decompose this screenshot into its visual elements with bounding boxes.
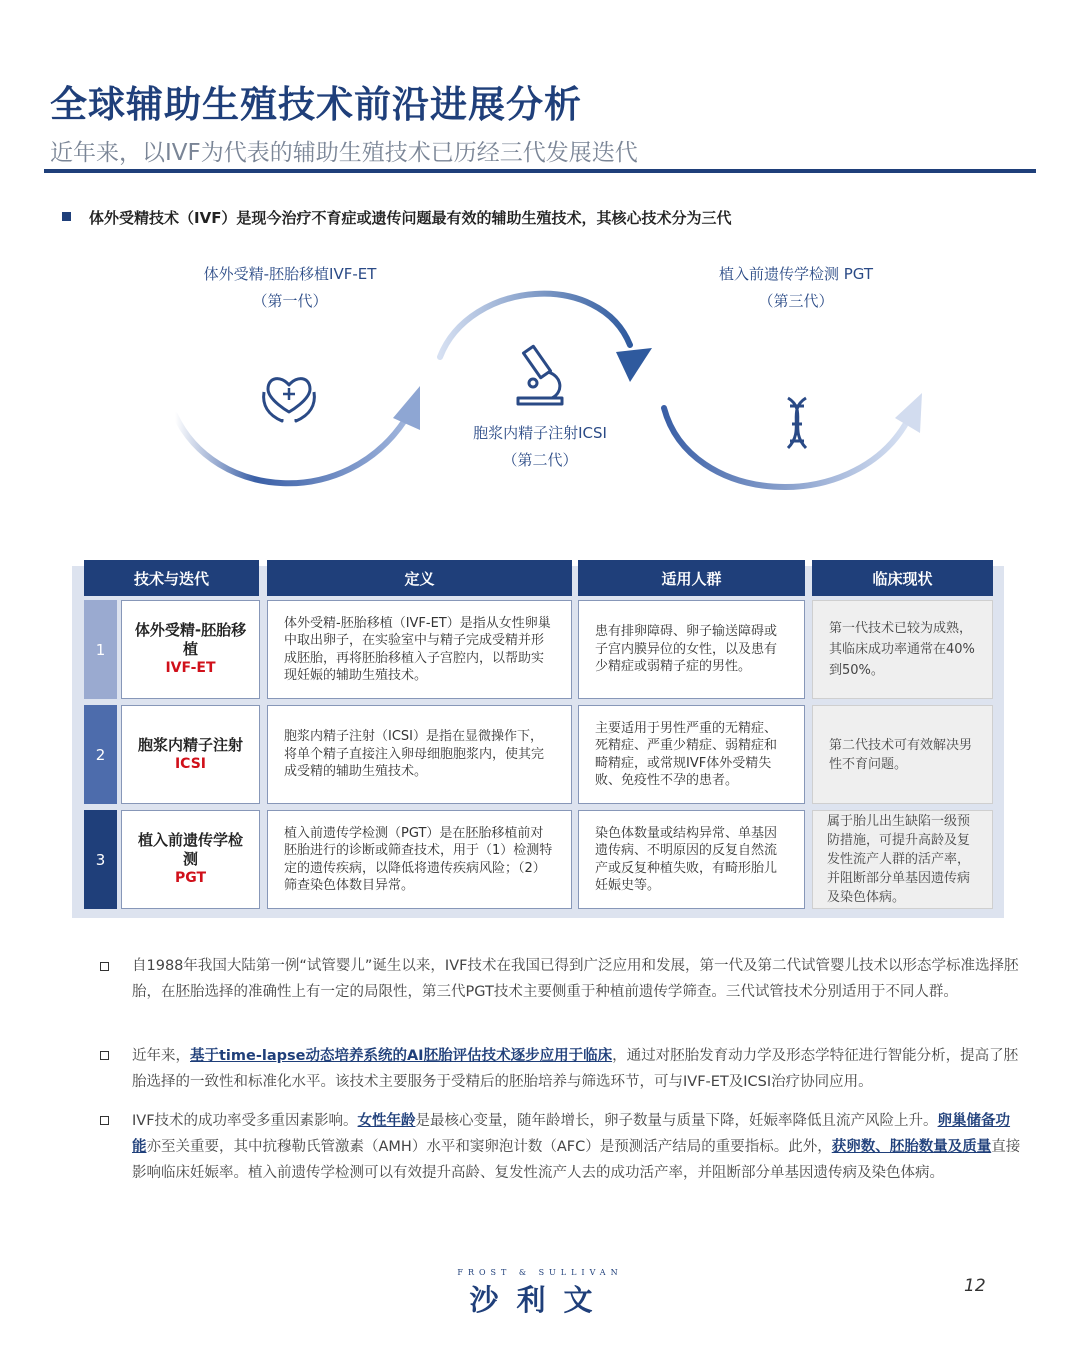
table-cell-population: 主要适用于男性严重的无精症、死精症、严重少精症、弱精症和畸精症，或常规IVF体外受精失败、免疫性不孕的患者。 [578,705,805,804]
gen2-name: 胞浆内精子注射ICSI [473,424,607,442]
table-header-population: 适用人群 [578,560,805,596]
page-number: 12 [964,1276,986,1296]
row-number: 1 [84,600,117,699]
microscope-icon [518,346,562,404]
table-cell-population: 患有排卵障碍、卵子输送障碍或子宫内膜异位的女性，以及患有少精症或弱精子症的男性。 [578,600,805,699]
note-3 [132,1108,1024,1186]
tech-name: 体外受精-胚胎移植 [134,621,247,658]
gen2-label [440,420,640,474]
gen1-gen: （第一代） [252,292,328,310]
note-checkbox-icon [100,1116,109,1125]
intro-text: 体外受精技术（IVF）是现今治疗不育症或遗传问题最有效的辅助生殖技术，其核心技术分为三代 [89,209,732,227]
gen3-name: 植入前遗传学检测 PGT [718,265,874,283]
arc-gen2-arrowhead [616,348,652,382]
note-text: IVF技术的成功率受多重因素影响。 [132,1113,358,1129]
arc-gen3 [664,408,905,487]
note-checkbox-icon [100,1051,109,1060]
gen1-label [170,261,410,315]
note-highlight: 卵巢储备功能 [132,1113,1011,1155]
arc-gen3-arrowhead [895,393,922,433]
note-highlight: 女性年龄 [357,1113,416,1129]
note-highlight: 基于time-lapse动态培养系统的AI胚胎评估技术逐步应用于临床 [190,1048,613,1064]
table-header-status: 临床现状 [812,560,993,596]
table-cell-tech [121,810,260,909]
note-text: 近年来， [132,1048,190,1064]
note-highlight: 获卵数、胚胎数量及质量 [831,1139,992,1155]
note-2 [132,1043,1024,1095]
note-text: 自1988年我国大陆第一例“试管婴儿”诞生以来，IVF技术在我国已得到广泛应用和发展，第一代及第二代试管婴儿技术以形态学标准选择胚胎，在胚胎选择的准确性上有一定的局限性，第三代PGT技术主要侧重于种植前遗传学筛查。三代试管技术分别适用于不同人群。 [132,958,1019,1000]
tech-name: 植入前遗传学检测 [137,831,243,868]
table-header-tech: 技术与迭代 [84,560,259,596]
row-number: 3 [84,810,117,909]
heart-hands-icon [264,379,315,421]
note-text: ，通过对胚胎发育动力学及形态学特征进行智能分析，提高了胚胎选择的一致性和标准化水平。该技术主要服务于受精后的胚胎培养与筛选环节，可与IVF-ET及ICSI治疗协同应用。 [132,1048,1019,1090]
page-title: 全球辅助生殖技术前沿进展分析 [50,83,582,126]
table-cell-population: 染色体数量或结构异常、单基因遗传病、不明原因的反复自然流产或反复种植失败，有畸形胎儿妊娠史等。 [578,810,805,909]
tech-abbr: IVF-ET [165,660,216,676]
tech-abbr: PGT [174,870,207,886]
arc-gen1 [175,415,405,483]
table-cell-status: 第二代技术可有效解决男性不育问题。 [812,705,993,804]
logo-english: FROST & SULLIVAN [457,1268,623,1277]
gen3-gen: （第三代） [758,292,834,310]
table-cell-definition: 植入前遗传学检测（PGT）是在胚胎移植前对胚胎进行的诊断或筛查技术，用于（1）检测特定的遗传疾病，以降低将遗传疾病风险；（2）筛查染色体数目异常。 [267,810,572,909]
note-text: 是最核心变量，随年龄增长，卵子数量与质量下降，妊娠率降低且流产风险上升。 [415,1113,938,1129]
note-text: 亦至关重要，其中抗穆勒氏管激素（AMH）水平和窦卵泡计数（AFC）是预测活产结局的重要指标。此外， [146,1139,832,1155]
note-1 [132,953,1024,1005]
page-subtitle: 近年来，以IVF为代表的辅助生殖技术已历经三代发展迭代 [50,140,638,166]
tech-name: 胞浆内精子注射 [137,735,243,754]
note-text: 直接影响临床妊娠率。植入前遗传学检测可以有效提升高龄、复发性流产人去的成功活产率，并阻断部分单基因遗传病及染色体病。 [132,1139,1021,1181]
dna-icon [788,398,806,448]
row-number: 2 [84,705,117,804]
table-cell-status: 属于胎儿出生缺陷一级预防措施，可提升高龄及复发性流产人群的活产率，并阻断部分单基因遗传病及染色体病。 [812,810,993,909]
note-checkbox-icon [100,962,109,971]
gen1-name: 体外受精-胚胎移植IVF-ET [203,265,377,283]
tech-abbr: ICSI [174,755,207,772]
gen2-gen: （第二代） [502,451,578,469]
table-header-definition: 定义 [267,560,572,596]
gen3-label [676,261,916,315]
table-cell-definition: 体外受精-胚胎移植（IVF-ET）是指从女性卵巢中取出卵子，在实验室中与精子完成受精并形成胚胎，再将胚胎移植入子宫腔内，以帮助实现妊娠的辅助生殖技术。 [267,600,572,699]
logo-chinese: 沙利文 [469,1283,611,1317]
table-cell-definition: 胞浆内精子注射（ICSI）是指在显微操作下，将单个精子直接注入卵母细胞胞浆内，使其完成受精的辅助生殖技术。 [267,705,572,804]
arc-gen1-arrowhead [393,386,420,430]
table-cell-tech [121,705,260,804]
table-cell-tech [121,600,260,699]
table-cell-status: 第一代技术已较为成熟，其临床成功率通常在40%到50%。 [812,600,993,699]
